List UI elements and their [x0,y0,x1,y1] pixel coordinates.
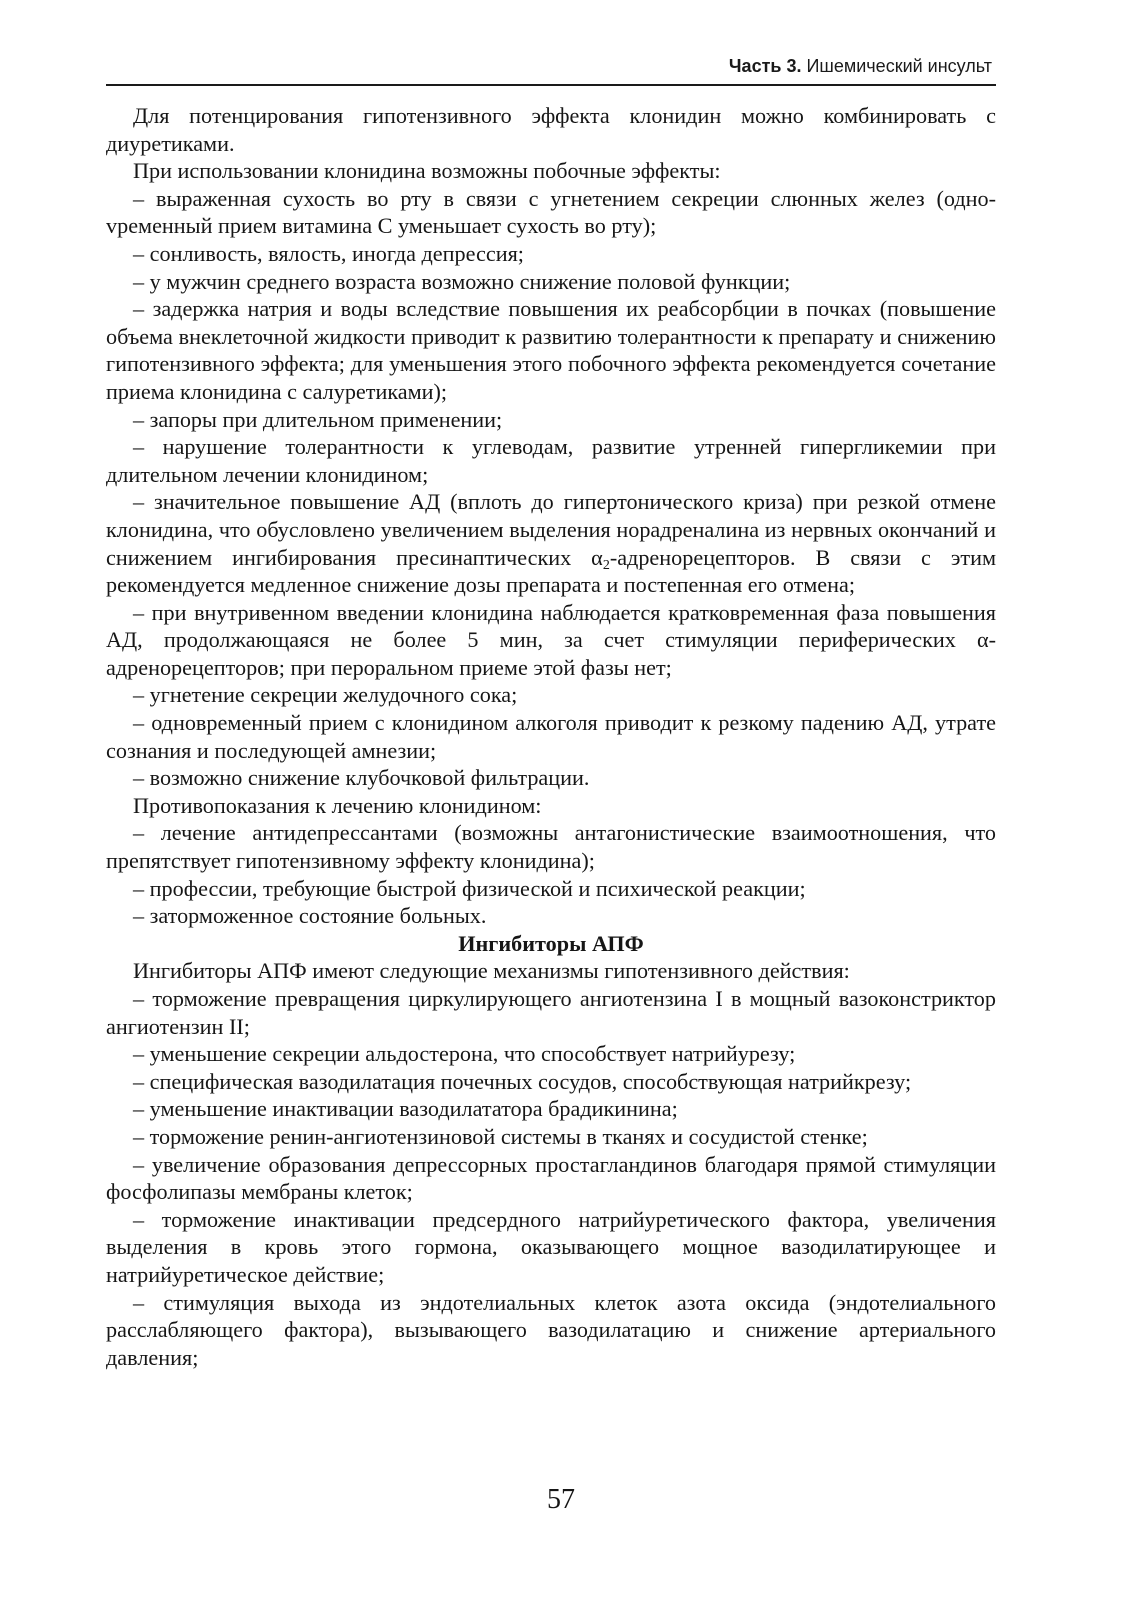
paragraph: Ингибиторы АПФ имеют следующие механизмы гипотензивного действия: [133,958,850,984]
page-number: 57 [547,1484,575,1515]
paragraph: – уменьшение секреции альдостерона, что способствует натрийурезу; [133,1041,796,1067]
paragraph: – торможение превращения циркулирующего ангиотензина I в мощный вазоконстриктор ангиотензин II; [106,986,996,1039]
paragraph: – уменьшение инактивации вазодилататора брадикинина; [133,1096,678,1122]
paragraph: – торможение ренин-ангиотензиновой системы в тканях и сосудистой стенке; [133,1123,868,1149]
alpha2-subscript: 2 [602,557,610,573]
part-label: Часть 3. [728,56,802,76]
paragraph: – запоры при длительном применении; [133,406,503,432]
paragraph: – профессии, требующие быстрой физической и психической реакции; [133,875,806,901]
paragraph-alpha2 [106,488,996,598]
paragraph: – при внутривенном введении клонидина наблюдается кратковременная фаза повышения АД, продолжающаяся не более 5 мин, за счет стимуляции периферических α-адренорецепторов; при пероральном приеме этой фазы нет; [106,599,996,680]
paragraph: При использовании клонидина возможны побочные эффекты: [133,158,721,184]
section-heading: Ингибиторы АПФ [458,930,644,956]
paragraph: Для потенцирования гипотензивного эффекта клонидин можно комбинировать с диуретиками. [106,103,996,156]
alpha2-text-after: -адренорецепторов. В связи с этим рекомендуется медленное снижение дозы препарата и постепенная его отмена; [106,544,996,598]
paragraph: – лечение антидепрессантами (возможны антагонистические взаимоотношения, что препятствует гипотензивному эффекту клонидина); [106,820,996,874]
paragraph: – угнетение секреции желудочного сока; [133,682,518,708]
alpha2-text-before: – значительное повышение АД (вплоть до гипертонического криза) при резкой отмене клонидина, что обусловлено увеличением выделения норадреналина из нервных окончаний и снижением ингибирования пресинаптических α [106,489,996,570]
paragraph: – сонливость, вялость, иногда депрессия; [133,240,524,266]
header-rule [106,84,996,86]
chapter-title: Ишемический инсульт [806,56,992,76]
paragraph: – увеличение образования депрессорных простагландинов благодаря прямой стимуляции фосфолипазы мембраны клеток; [106,1151,996,1205]
paragraph: – заторможенное состояние больных. [133,903,487,929]
paragraph: – специфическая вазодилатация почечных сосудов, способствующая натрийкрезу; [133,1068,912,1094]
body-text [106,102,996,1371]
paragraph: Противопоказания к лечению клонидином: [133,792,542,818]
paragraph: – задержка натрия и воды вследствие повышения их реабсорбции в почках (повышение объема внеклеточной жидкости приводит к развитию толерантности к препарату и снижению гипотензивного эффекта; для уменьшения этого побочного эффекта рекомендуется сочетание приема клонидина с салуретиками); [106,296,996,404]
paragraph: – у мужчин среднего возраста возможно снижение половой функции; [133,268,791,294]
paragraph: – стимуляция выхода из эндотелиальных клеток азота оксида (эндотелиального расслабляющего фактора), вызывающего вазодилатацию и снижение артериального давления; [106,1289,996,1370]
paragraph: – одновременный прием с клонидином алкоголя приводит к резкому падению АД, утрате сознания и последующей амнезии; [106,710,996,763]
paragraph: – нарушение толерантности к углеводам, развитие утренней гипергликемии при длительном лечении клонидином; [106,434,996,487]
running-head [106,55,992,77]
paragraph: – выраженная сухость во рту в связи с угнетением секреции слюнных желез (одноvременный прием витамина С уменьшает сухость во рту); [106,185,996,239]
paragraph: – торможение инактивации предсердного натрийуретического фактора, увеличения выделения в кровь этого гормона, оказывающего мощное вазодилатирующее и натрийуретическое действие; [106,1206,996,1287]
paragraph: – возможно снижение клубочковой фильтрации. [133,765,590,791]
